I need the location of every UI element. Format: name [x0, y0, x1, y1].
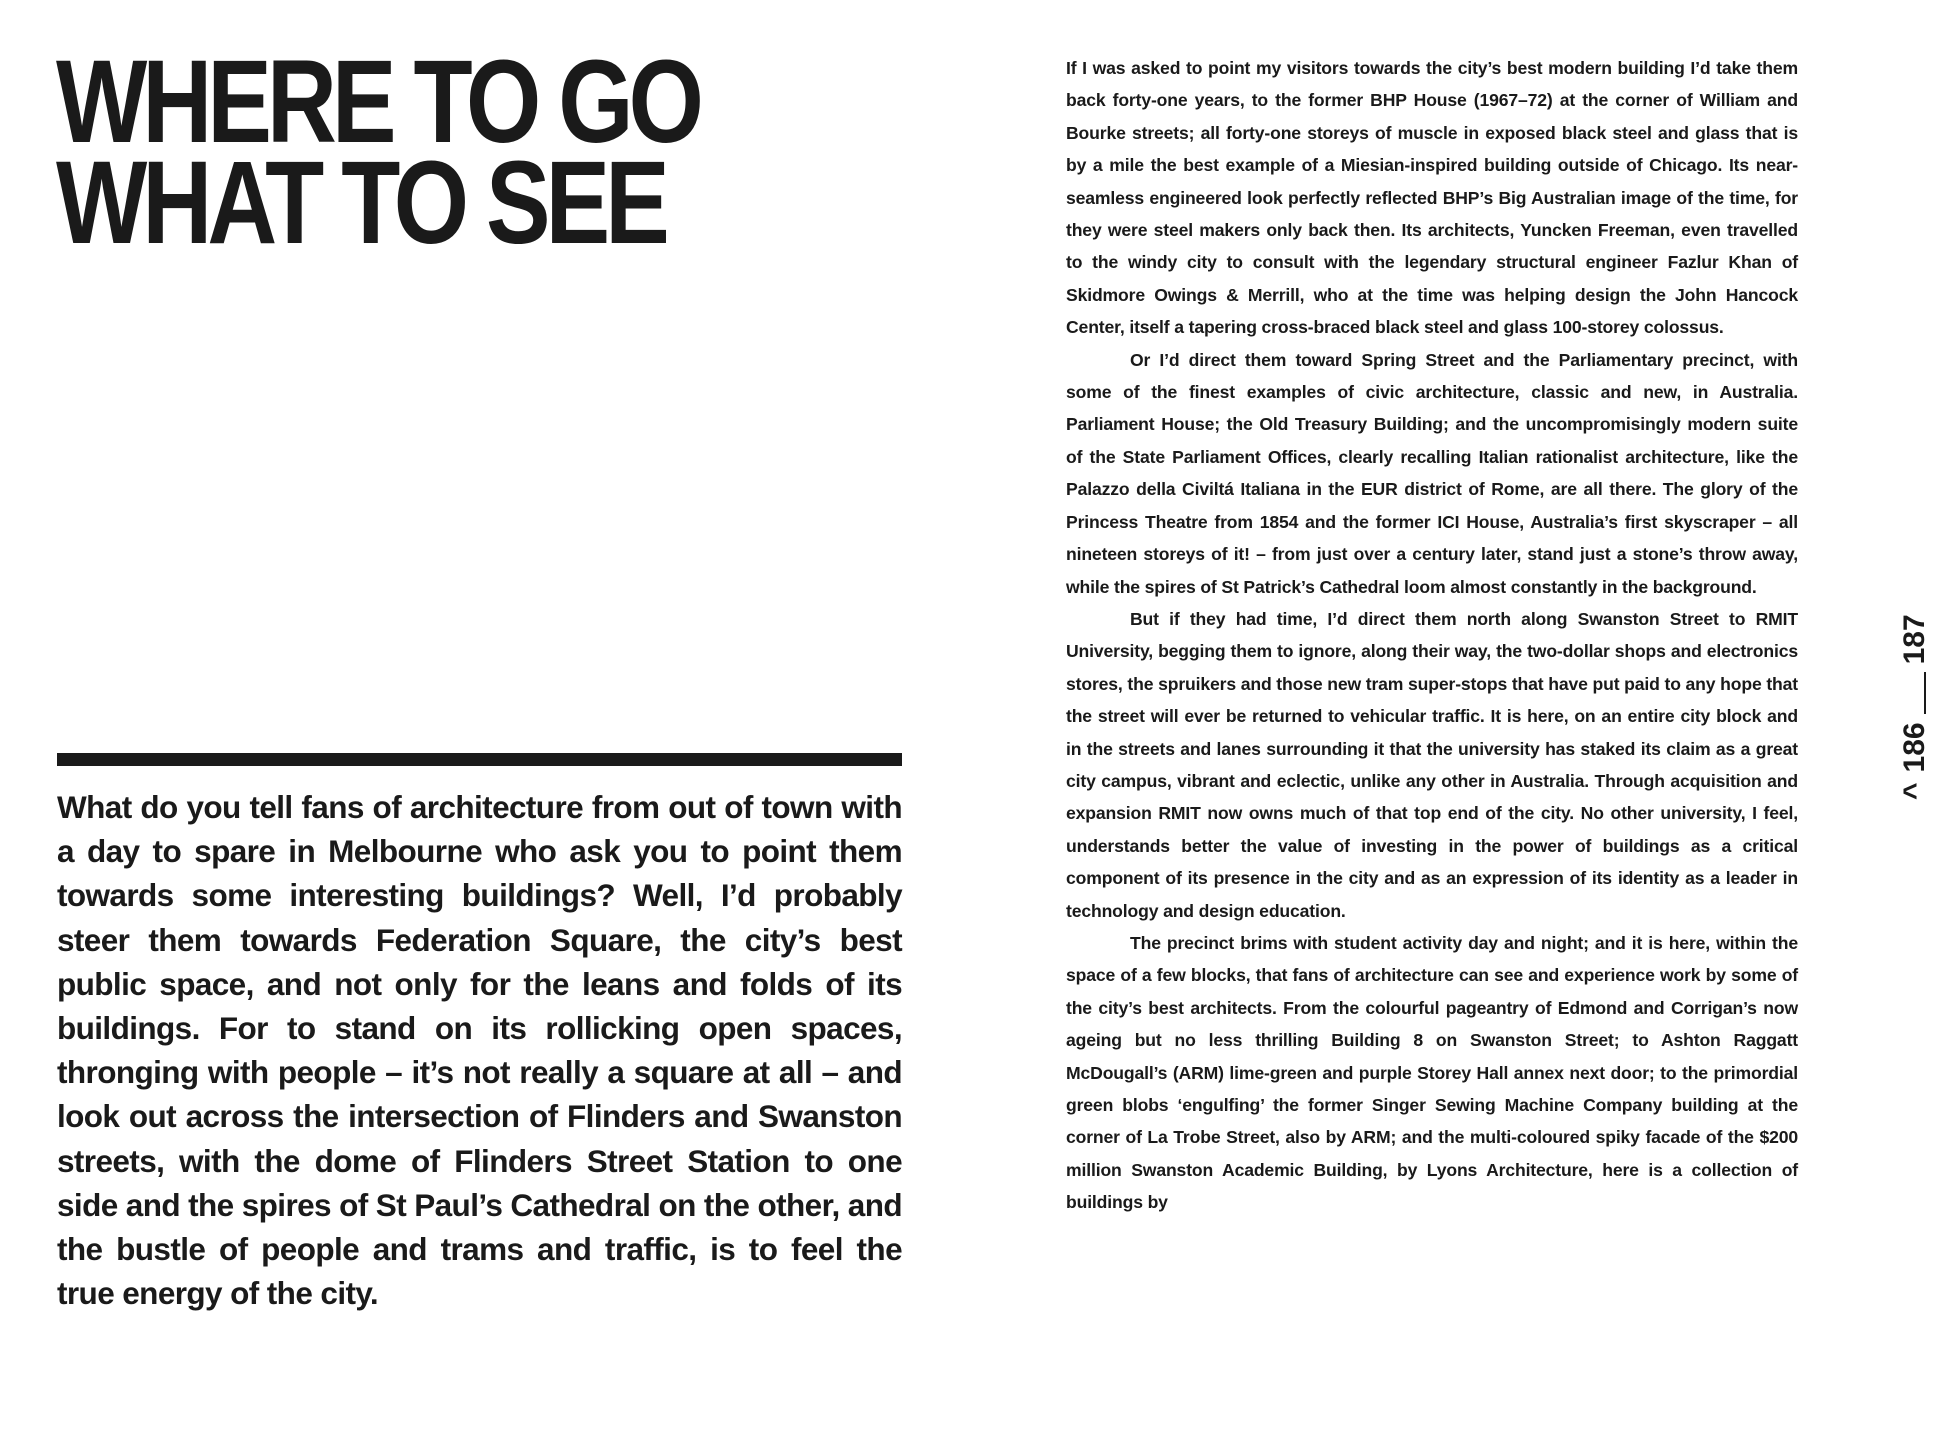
body-paragraph-2: Or I’d direct them toward Spring Street and the Parliamentary precinct, with some of the finest examples of civic architecture, classic and new, in Australia. Parliament House; the Old Treasury Building; and the uncompromisingly modern suite of the State Parliament Offices, clearly recalling Italian rationalist architecture, like the Palazzo della Civiltá Italiana in the EUR district of Rome, are all there. The glory of the Princess Theatre from 1854 and the former ICI House, Australia’s first skyscraper – all nineteen storeys of it! – from just over a century later, stand just a stone’s throw away, while the spires of St Patrick’s Cathedral loom almost constantly in the background.	[1066, 349, 1798, 597]
chapter-title-line-1: WHERE TO GO	[56, 36, 699, 168]
body-text-column	[1066, 52, 1798, 1219]
chapter-title-line-2: WHAT TO SEE	[56, 137, 665, 270]
caret-icon: ^	[1898, 782, 1931, 800]
chapter-title	[56, 36, 956, 270]
page-number-right: 187	[1898, 614, 1931, 665]
body-paragraph-4: The precinct brims with student activity day and night; and it is here, within the space of a few blocks, that fans of architecture can see and experience work by some of the city’s best architects. From the colourful pageantry of Edmond and Corrigan’s now ageing but no less thrilling Building 8 on Swanston Street; to Ashton Raggatt McDougall’s (ARM) lime-green and purple Storey Hall annex next door; to the primordial green blobs ‘engulfing’ the former Singer Sewing Machine Company building at the corner of La Trobe Street, also by ARM; and the multi-coloured spiky facade of the $200 million Swanston Academic Building, by Lyons Architecture, here is a collection of buildings by	[1066, 932, 1798, 1213]
heavy-rule-divider	[57, 753, 902, 766]
page-number-left: 186	[1898, 722, 1931, 773]
folio-rule	[1924, 672, 1926, 714]
body-paragraph-3: But if they had time, I’d direct them north along Swanston Street to RMIT University, begging them to ignore, along their way, the two-dollar shops and electronics stores, the spruikers and those new tram super-stops that have put paid to any hope that the street will ever be returned to vehicular traffic. It is here, on an entire city block and in the streets and lanes surrounding it that the university has staked its claim as a great city campus, vibrant and eclectic, unlike any other in Australia. Through acquisition and expansion RMIT now owns much of that top end of the city. No other university, I feel, understands better the value of investing in the power of buildings as a critical component of its presence in the city and as an expression of its identity as a leader in technology and design education.	[1066, 608, 1798, 921]
intro-paragraph: What do you tell fans of architecture from out of town with a day to spare in Melbourne who ask you to point them towards some interesting buildings? Well, I’d probably steer them towards Federation Square, the city’s best public space, and not only for the leans and folds of its buildings. For to stand on its rollicking open spaces, thronging with people – it’s not really a square at all – and look out across the intersection of Flinders and Swanston streets, with the dome of Flinders Street Station to one side and the spires of St Paul’s Cathedral on the other, and the bustle of people and trams and traffic, is to feel the true energy of the city.	[57, 789, 903, 1312]
page-folio	[1900, 614, 1930, 800]
body-paragraph-1: If I was asked to point my visitors towards the city’s best modern building I’d take them back forty-one years, to the former BHP House (1967–72) at the corner of William and Bourke streets; all forty-one storeys of muscle in exposed black steel and glass that is by a mile the best example of a Miesian-inspired building outside of Chicago. Its near-seamless engineered look perfectly reflected BHP’s Big Australian image of the time, for they were steel makers only back then. Its architects, Yuncken Freeman, even travelled to the windy city to consult with the legendary structural engineer Fazlur Khan of Skidmore Owings & Merrill, who at the time was helping design the John Hancock Center, itself a tapering cross-braced black steel and glass 100-storey colossus.	[1066, 58, 1798, 338]
